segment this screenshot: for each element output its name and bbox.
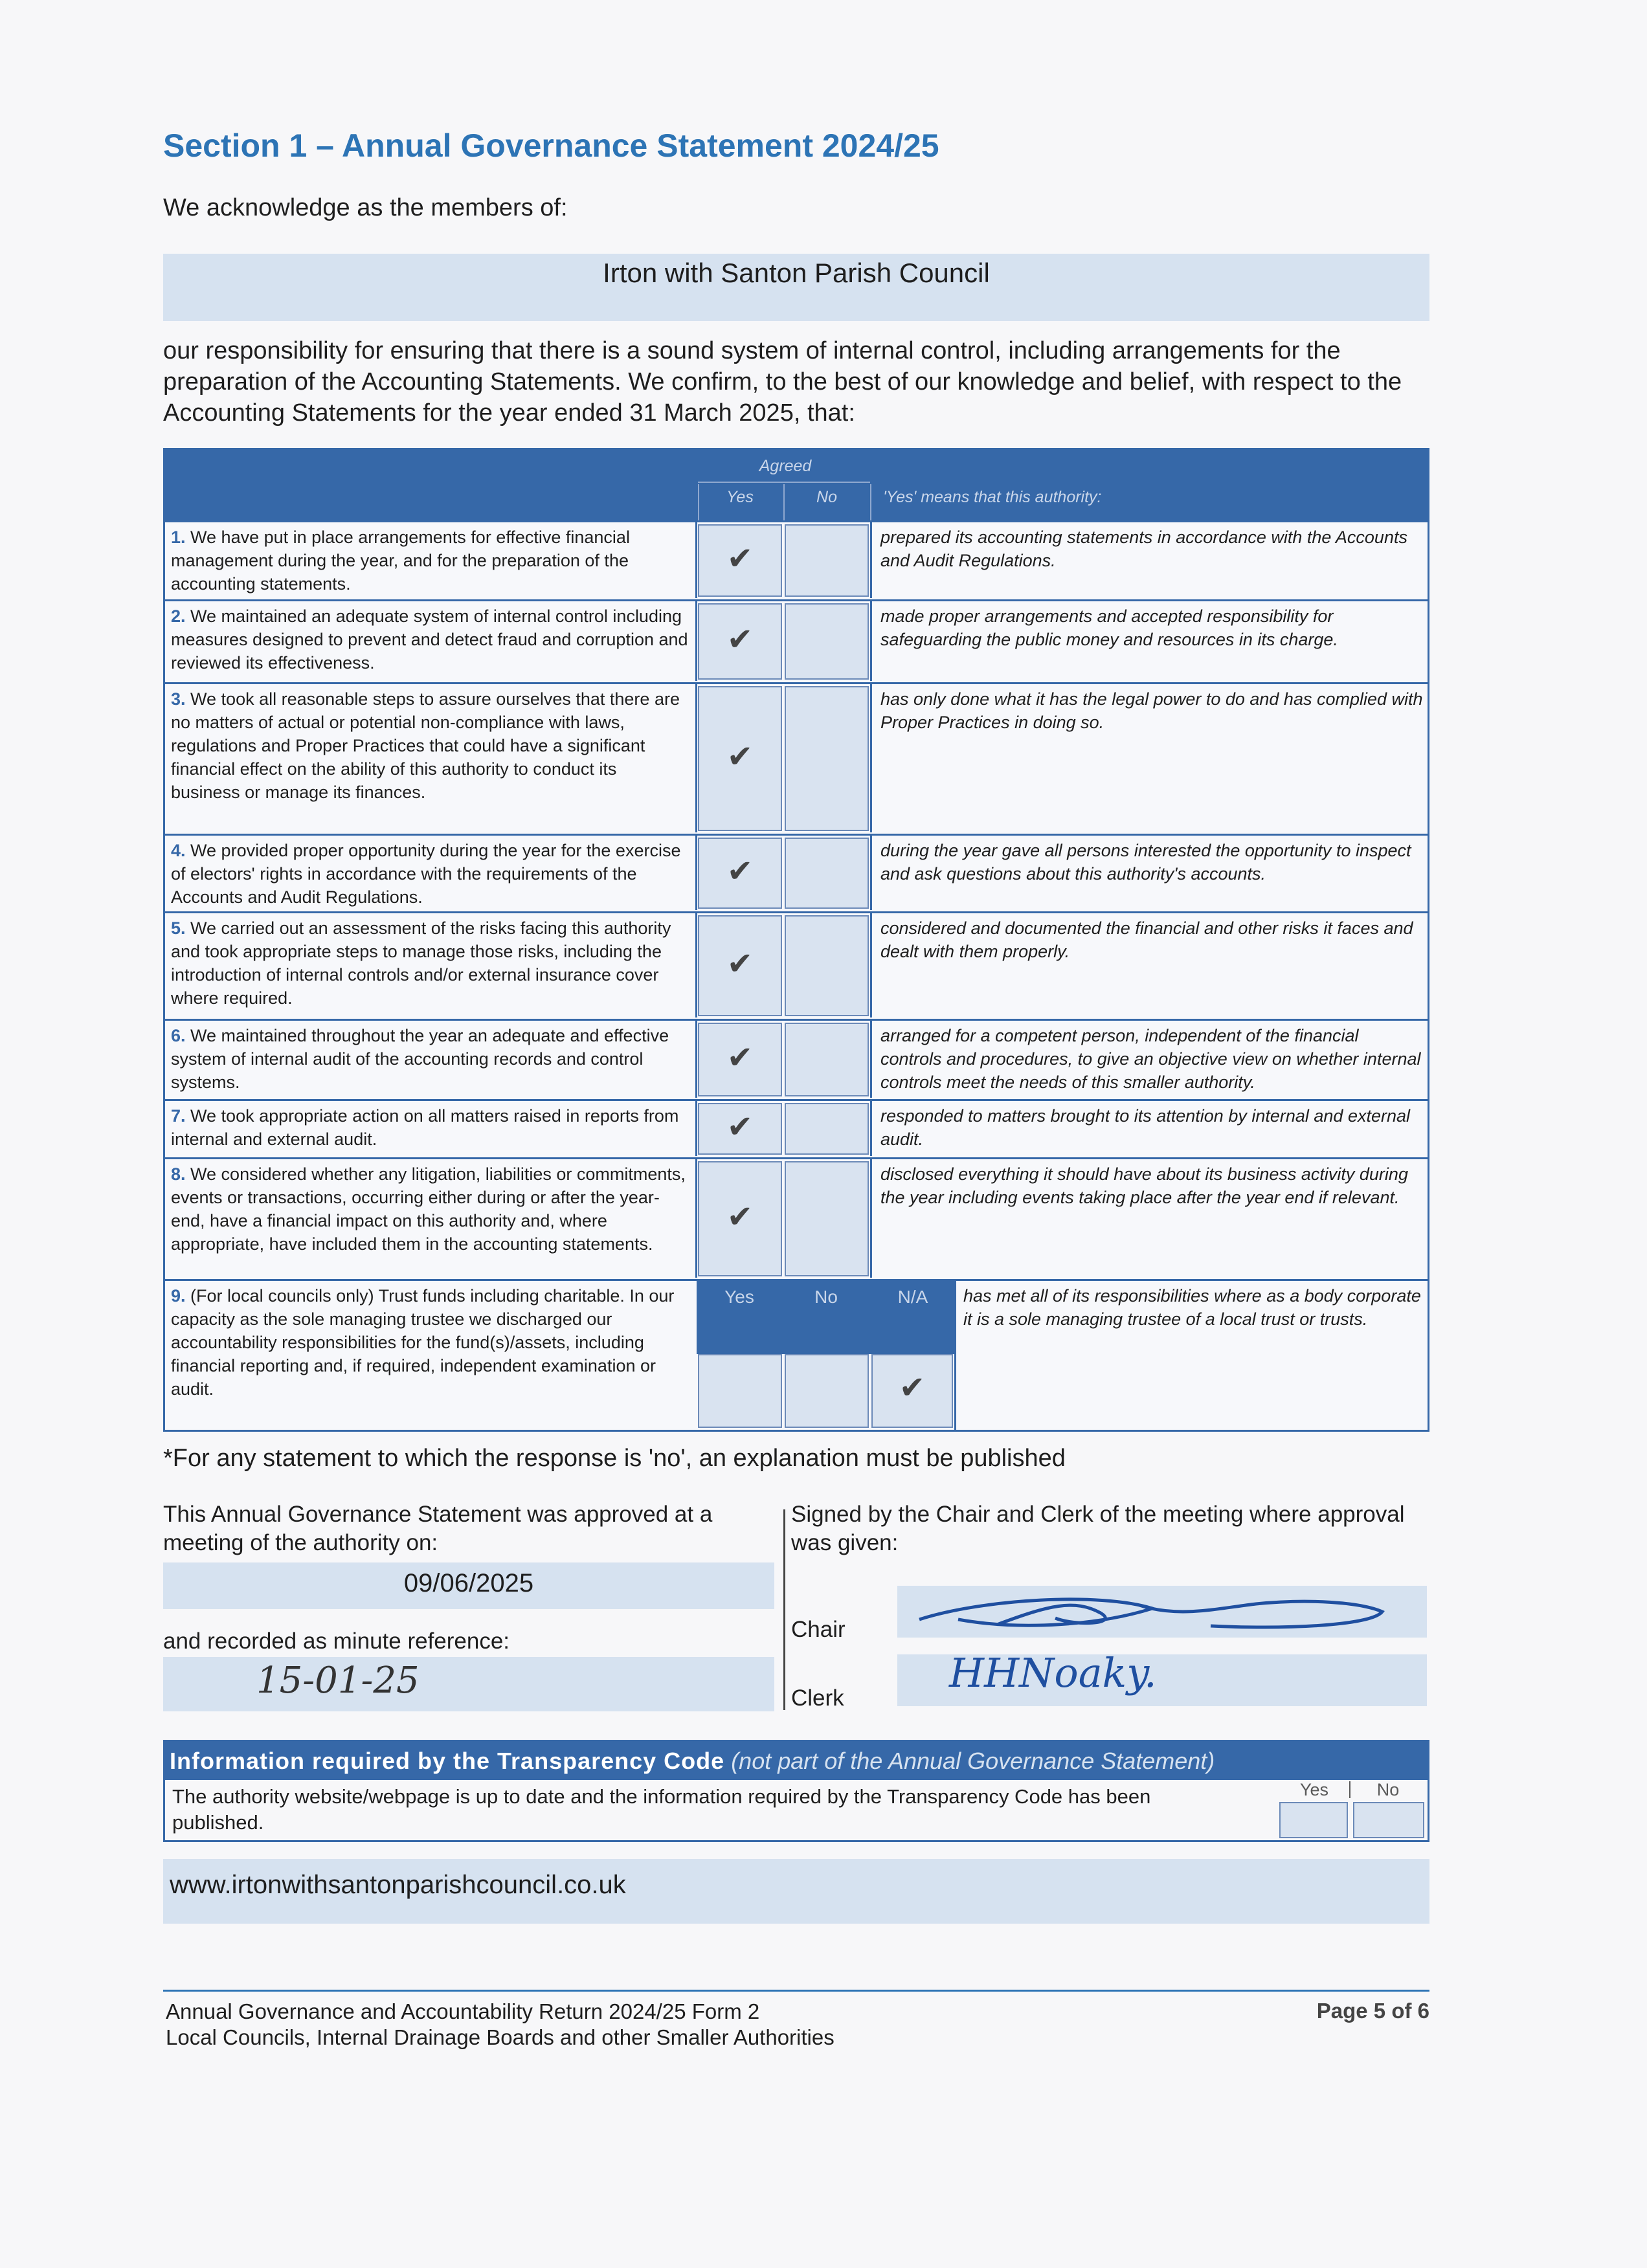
row9-yes-label: Yes <box>724 1287 754 1307</box>
col-sep <box>870 835 872 910</box>
col-sep <box>695 913 697 1017</box>
website-address: www.irtonwithsantonparishcouncil.co.uk <box>170 1871 626 1899</box>
row-description: disclosed everything it should have about its business activity during the year including events taking place after the year end if relevant. <box>880 1164 1408 1207</box>
row-divider <box>163 911 1429 913</box>
row-divider <box>163 834 1429 836</box>
header-no: No <box>816 488 837 506</box>
statement-text: We considered whether any litigation, liabilities or commitments, events or transactions, occurring either during or after the year-end, have a financial impact on this authority and, where appropriate, have included them in the accounting statements. <box>171 1164 686 1254</box>
header-meaning: 'Yes' means that this authority: <box>883 488 1102 506</box>
section-title: Section 1 – Annual Governance Statement 2024/25 <box>163 128 939 164</box>
table-row <box>171 1024 689 1094</box>
row9-yes-checkbox[interactable] <box>698 1354 782 1428</box>
no-checkbox[interactable] <box>785 1023 869 1096</box>
table-row <box>171 605 689 674</box>
header-sep <box>698 484 699 520</box>
statement-text: We carried out an assessment of the risks facing this authority and took appropriate steps to manage those risks, including the introduction of internal controls and/or external insurance cover where required. <box>171 918 671 1008</box>
row9-na-checkmark: ✔ <box>899 1371 926 1405</box>
row9-no-checkbox[interactable] <box>785 1354 869 1428</box>
yes-checkmark: ✔ <box>726 623 754 657</box>
signed-text: Signed by the Chair and Clerk of the meeting where approval was given: <box>791 1502 1405 1555</box>
statement-number: 6. <box>171 1026 186 1045</box>
no-checkbox[interactable] <box>785 1103 869 1155</box>
statement-number: 5. <box>171 918 186 938</box>
col-sep <box>870 1020 872 1098</box>
col-sep <box>870 913 872 1017</box>
row-description: made proper arrangements and accepted responsibility for safeguarding the public money and resources in its charge. <box>880 606 1338 649</box>
col-sep <box>870 1100 872 1156</box>
table-row <box>171 917 689 1010</box>
table-row <box>171 1162 689 1256</box>
statement-text: We maintained throughout the year an adequate and effective system of internal audit of the accounting records and control systems. <box>171 1026 669 1092</box>
statement-number: 2. <box>171 606 186 626</box>
yes-checkmark: ✔ <box>726 1041 754 1075</box>
statement-text: We have put in place arrangements for effective financial management during the year, and for the preparation of the accounting statements. <box>171 528 630 594</box>
header-sep <box>783 484 785 520</box>
row-divider <box>163 1019 1429 1021</box>
clerk-label: Clerk <box>791 1685 844 1711</box>
col-sep <box>695 522 697 598</box>
row-divider <box>163 520 1429 522</box>
transparency-text: The authority website/webpage is up to date and the information required by the Transparency Code has been published. <box>172 1785 1151 1834</box>
header-yes: Yes <box>726 488 754 506</box>
statement-9-number: 9. <box>171 1286 186 1306</box>
authority-name: Irton with Santon Parish Council <box>603 258 990 288</box>
statement-text: We maintained an adequate system of internal control including measures designed to prevent and detect fraud and corruption and reviewed its effectiveness. <box>171 606 688 673</box>
row9-description: has met all of its responsibilities where as a body corporate it is a sole managing trustee of a local trust or trusts. <box>963 1286 1421 1329</box>
transparency-yes-checkbox[interactable] <box>1279 1802 1348 1838</box>
statement-9-text: (For local councils only) Trust funds including charitable. In our capacity as the sole managing trustee we discharged our accountability responsibilities for the fund(s)/assets, including financial reporting and, if required, independent examination or audit. <box>171 1286 675 1399</box>
yes-no-sep <box>1349 1781 1350 1798</box>
approval-date: 09/06/2025 <box>403 1569 534 1597</box>
statement-number: 3. <box>171 689 186 709</box>
row-divider <box>163 1099 1429 1101</box>
col-sep <box>870 1159 872 1278</box>
statement-text: We took appropriate action on all matters raised in reports from internal and external audit. <box>171 1106 679 1149</box>
row-divider <box>163 599 1429 601</box>
no-checkbox[interactable] <box>785 838 869 909</box>
approval-text: This Annual Governance Statement was approved at a meeting of the authority on: <box>163 1502 713 1555</box>
table-row <box>171 839 689 909</box>
statement-number: 7. <box>171 1106 186 1126</box>
row-description: has only done what it has the legal power to do and has complied with Proper Practices in doing so. <box>880 689 1423 732</box>
statement-number: 1. <box>171 528 186 547</box>
no-checkbox[interactable] <box>785 603 869 680</box>
col-sep <box>870 601 872 681</box>
footer-rule <box>163 1990 1429 1992</box>
col-sep <box>695 601 697 681</box>
page-number: Page 5 of 6 <box>1316 1999 1429 2023</box>
minute-label: and recorded as minute reference: <box>163 1629 510 1654</box>
minute-ref-field[interactable] <box>163 1657 774 1711</box>
statement-number: 4. <box>171 841 186 860</box>
statement-number: 8. <box>171 1164 186 1184</box>
no-checkbox[interactable] <box>785 1161 869 1276</box>
col-sep <box>870 684 872 832</box>
col-sep <box>695 1159 697 1278</box>
intro-paragraph: our responsibility for ensuring that there is a sound system of internal control, including arrangements for the preparation of the Accounting Statements. We confirm, to the best of our knowledge and belief, with respect to the Accounting Statements for the year ended 31 March 2025, that: <box>163 337 1402 427</box>
header-divider <box>698 482 870 483</box>
transparency-note: (not part of the Annual Governance Statement) <box>731 1748 1215 1774</box>
yes-checkmark: ✔ <box>726 542 754 576</box>
yes-checkmark: ✔ <box>726 947 754 981</box>
header-agreed: Agreed <box>759 457 812 475</box>
footer-text <box>166 1999 835 2051</box>
row-divider <box>163 1157 1429 1159</box>
yes-checkmark: ✔ <box>726 1110 754 1144</box>
col-sep <box>695 684 697 832</box>
table-row <box>171 526 689 595</box>
footer-line-1: Annual Governance and Accountability Return 2024/25 Form 2 <box>166 1999 760 2023</box>
col-sep <box>695 835 697 910</box>
transparency-no-checkbox[interactable] <box>1353 1802 1424 1838</box>
chair-signature <box>906 1579 1398 1644</box>
minute-ref-handwritten: 15-01-25 <box>256 1660 420 1702</box>
transparency-no-label: No <box>1376 1780 1400 1799</box>
yes-checkmark: ✔ <box>726 740 754 774</box>
clerk-signature: HHNoaky. <box>949 1649 1157 1696</box>
row9-na-label: N/A <box>897 1287 928 1307</box>
no-checkbox[interactable] <box>785 524 869 597</box>
transparency-yes-label: Yes <box>1299 1780 1329 1799</box>
row-divider <box>163 682 1429 684</box>
vertical-divider <box>783 1509 785 1710</box>
table-row <box>171 687 689 804</box>
transparency-title-wrap <box>170 1748 1215 1775</box>
row-description: considered and documented the financial and other risks it faces and dealt with them properly. <box>880 918 1413 961</box>
row9-no-label: No <box>814 1287 838 1307</box>
no-checkbox[interactable] <box>785 915 869 1016</box>
footer-line-2: Local Councils, Internal Drainage Boards and other Smaller Authorities <box>166 2025 835 2049</box>
transparency-title: Information required by the Transparency Code <box>170 1748 725 1774</box>
col-sep <box>695 1020 697 1098</box>
table-row <box>171 1104 689 1151</box>
row-description: prepared its accounting statements in accordance with the Accounts and Audit Regulations. <box>880 528 1407 570</box>
row-description: responded to matters brought to its attention by internal and external audit. <box>880 1106 1411 1149</box>
statement-text: We took all reasonable steps to assure ourselves that there are no matters of actual or potential non-compliance with laws, regulations and Proper Practices that could have a significant financial effect on the ability of this authority to conduct its business or manage its finances. <box>171 689 680 802</box>
row9-sep <box>954 1280 956 1430</box>
row-description: during the year gave all persons interested the opportunity to inspect and ask questions about this authority's accounts. <box>880 841 1411 884</box>
yes-checkmark: ✔ <box>726 1200 754 1234</box>
no-checkbox[interactable] <box>785 686 869 831</box>
statement-9 <box>171 1284 676 1401</box>
chair-label: Chair <box>791 1617 846 1642</box>
acknowledge-text: We acknowledge as the members of: <box>163 194 568 221</box>
col-sep <box>695 1100 697 1156</box>
header-sep <box>870 484 871 520</box>
yes-checkmark: ✔ <box>726 854 754 889</box>
footnote: *For any statement to which the response is 'no', an explanation must be published <box>163 1445 1066 1472</box>
statement-text: We provided proper opportunity during the year for the exercise of electors' rights in accordance with the requirements of the Accounts and Audit Regulations. <box>171 841 681 907</box>
col-sep <box>870 522 872 598</box>
row-description: arranged for a competent person, independent of the financial controls and procedures, to give an objective view on whether internal controls meet the needs of this smaller authority. <box>880 1026 1421 1092</box>
